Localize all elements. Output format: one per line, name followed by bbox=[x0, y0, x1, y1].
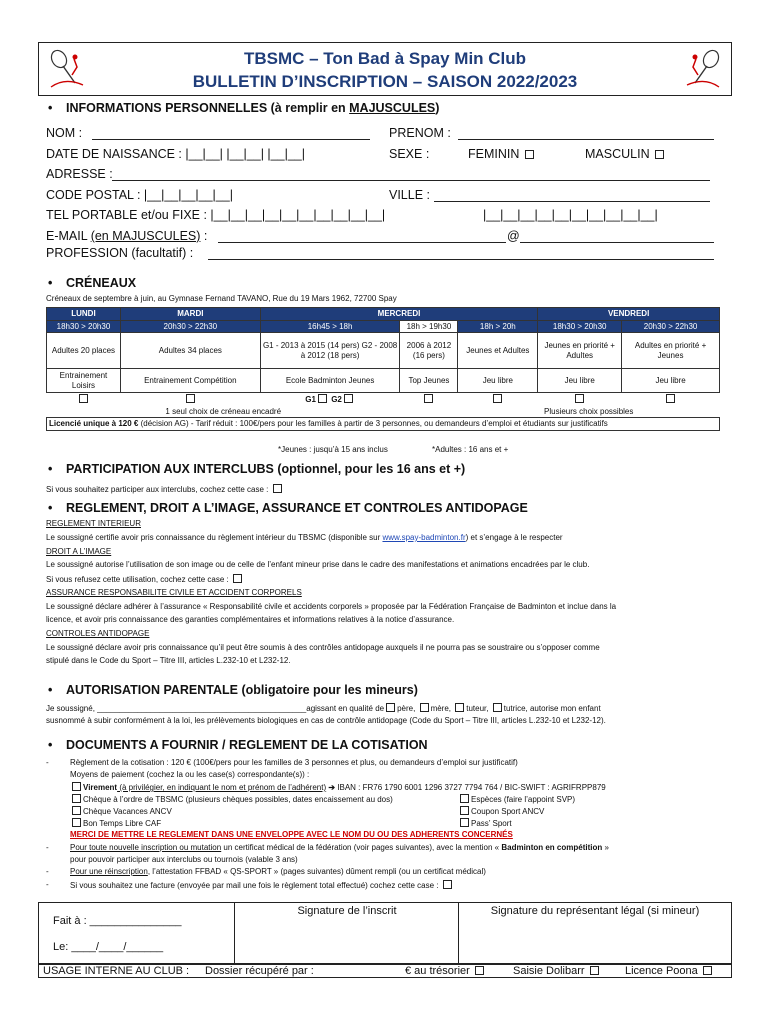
hour-cell: 18h > 20h bbox=[458, 320, 538, 333]
legal-signature-label: Signature du représentant légal (si mineur) bbox=[490, 905, 700, 917]
type-cell: Entrainement Loisirs bbox=[47, 369, 121, 393]
tutrice-checkbox[interactable] bbox=[493, 703, 502, 712]
creneau-checkbox[interactable] bbox=[186, 394, 195, 403]
section-personal-info-title: • INFORMATIONS PERSONNELLES (à remplir en MAJUSCULES) bbox=[48, 101, 440, 115]
public-cell: Jeunes en priorité + Adultes bbox=[538, 333, 622, 369]
antidopage-heading: CONTROLES ANTIDOPAGE bbox=[46, 629, 150, 638]
dolibarr-checkbox[interactable] bbox=[590, 966, 599, 975]
especes-option[interactable]: Espèces (faire l’appoint SVP) bbox=[458, 794, 575, 804]
postal-code-field[interactable]: CODE POSTAL : |__|__|__|__|__| bbox=[46, 188, 233, 202]
facture-note: Si vous souhaitez une facture (envoyée par mail une fois le règlement total effectué) cochez cette case : bbox=[70, 880, 454, 890]
image-refuse-text: Si vous refusez cette utilisation, cochez cette case : bbox=[46, 574, 244, 584]
virement-option[interactable]: Virement (à privilégier, en indiquant le nom et prénom de l’adhérent) ➔ IBAN : FR76 1790 6001 1296 3727 7794 764 / BIC-SWIFT : AGRIFRPP879 bbox=[70, 782, 606, 792]
hour-cell: 20h30 > 22h30 bbox=[120, 320, 260, 333]
mere-checkbox[interactable] bbox=[420, 703, 429, 712]
poona-checkbox[interactable] bbox=[703, 966, 712, 975]
fait-a-field[interactable]: Fait à : _______________ bbox=[53, 915, 182, 927]
caf-option[interactable]: Bon Temps Libre CAF bbox=[70, 818, 161, 828]
public-cell: Jeunes et Adultes bbox=[458, 333, 538, 369]
assurance-text-1: Le soussigné déclare adhérer à l’assurance « Responsabilité civile et accidents corporels » proposée par la Fédération Française de Badminton et inclue dans la bbox=[46, 602, 617, 611]
dash: - bbox=[46, 843, 49, 852]
form-subtitle: BULLETIN D’INSCRIPTION – SAISON 2022/2023 bbox=[192, 72, 578, 91]
envelope-warning: MERCI DE METTRE LE REGLEMENT DANS UNE ENVELOPPE AVEC LE NOM DU OU DES ADHERENTS CONCERNÉS bbox=[70, 830, 513, 839]
hour-cell: 18h30 > 20h30 bbox=[538, 320, 622, 333]
type-cell: Top Jeunes bbox=[400, 369, 458, 393]
hour-cell: 20h30 > 22h30 bbox=[622, 320, 720, 333]
adresse-label: ADRESSE : bbox=[46, 167, 113, 181]
ville-label: VILLE : bbox=[389, 188, 430, 202]
dossier-label: Dossier récupéré par : bbox=[205, 965, 314, 977]
creneau-checkbox[interactable] bbox=[575, 394, 584, 403]
public-cell: Adultes en priorité + Jeunes bbox=[622, 333, 720, 369]
antidopage-text-2: stipulé dans le Code du Sport – Titre III, articles L.232-10 et L232-12. bbox=[46, 656, 291, 665]
feminin-checkbox[interactable] bbox=[525, 150, 534, 159]
form-header bbox=[38, 42, 732, 96]
reinscription-note: Pour une réinscription, l’attestation FFBAD « QS-SPORT » (pages suivantes) dûment rempli (ou un certificat médical) bbox=[70, 867, 486, 876]
facture-checkbox[interactable] bbox=[443, 880, 452, 889]
signature-block bbox=[38, 902, 732, 964]
g2-label: G2 bbox=[331, 395, 342, 405]
public-cell: 2006 à 2012 (16 pers) bbox=[400, 333, 458, 369]
pass-sport-option[interactable]: Pass’ Sport bbox=[458, 818, 512, 828]
payment-methods-label: Moyens de paiement (cochez la ou les case(s) correspondante(s)) : bbox=[70, 770, 310, 779]
place-date-box bbox=[39, 903, 235, 963]
hour-cell: 16h45 > 18h bbox=[260, 320, 400, 333]
internal-use-label: USAGE INTERNE AU CLUB : bbox=[43, 965, 190, 977]
public-cell: Adultes 20 places bbox=[47, 333, 121, 369]
internal-use-bar bbox=[38, 964, 732, 978]
dash: - bbox=[46, 758, 49, 767]
inscrit-signature-label: Signature de l’inscrit bbox=[297, 905, 397, 917]
jeunes-note: *Jeunes : jusqu’à 15 ans inclus bbox=[278, 445, 388, 454]
antidopage-text-1: Le soussigné déclare avoir pris connaissance qu’il peut être soumis à des contrôles antidopage auxquels il ne pourra pas se soustraire ou s’opposer comme bbox=[46, 643, 600, 652]
especes-checkbox[interactable] bbox=[460, 794, 469, 803]
masculin-option[interactable]: MASCULIN bbox=[585, 147, 666, 161]
phone-field[interactable]: TEL PORTABLE et/ou FIXE : |__|__|__|__|__|__|__|__|__|__| bbox=[46, 208, 386, 222]
dolibarr-option[interactable]: Saisie Dolibarr bbox=[513, 965, 601, 977]
creneaux-intro: Créneaux de septembre à juin, au Gymnase Fernand TAVANO, Rue du 19 Mars 1962, 72700 Spay bbox=[46, 294, 397, 303]
coupon-checkbox[interactable] bbox=[460, 806, 469, 815]
coupon-option[interactable]: Coupon Sport ANCV bbox=[458, 806, 544, 816]
multi-choice-note: Plusieurs choix possibles bbox=[544, 406, 634, 416]
caf-checkbox[interactable] bbox=[72, 818, 81, 827]
birthdate-field[interactable]: DATE DE NAISSANCE : |__|__| |__|__| |__|__| bbox=[46, 147, 305, 161]
section-autorisation-title: • AUTORISATION PARENTALE (obligatoire pour les mineurs) bbox=[48, 683, 418, 697]
profession-field[interactable] bbox=[208, 259, 714, 260]
section-documents-title: • DOCUMENTS A FOURNIR / REGLEMENT DE LA COTISATION bbox=[48, 738, 428, 752]
reglement-text: Le soussigné certifie avoir pris connaissance du règlement intérieur du TBSMC (disponible sur www.spay-badminton.fr) et s’engage à le respecter bbox=[46, 533, 563, 542]
g1-checkbox[interactable] bbox=[318, 394, 327, 403]
email-label: E-MAIL (en MAJUSCULES) : bbox=[46, 229, 208, 243]
type-cell: Entrainement Compétition bbox=[120, 369, 260, 393]
adresse-field[interactable] bbox=[112, 180, 710, 181]
masculin-checkbox[interactable] bbox=[655, 150, 664, 159]
new-registration-note-2: pour pouvoir participer aux interclubs ou tournois (valable 3 ans) bbox=[70, 855, 298, 864]
sexe-label: SEXE : bbox=[389, 147, 430, 161]
virement-checkbox[interactable] bbox=[72, 782, 81, 791]
tresorier-option[interactable]: € au trésorier bbox=[405, 965, 486, 977]
type-cell: Jeu libre bbox=[458, 369, 538, 393]
section-interclubs-title: • PARTICIPATION AUX INTERCLUBS (optionnel, pour les 16 ans et +) bbox=[48, 462, 466, 476]
tresorier-checkbox[interactable] bbox=[475, 966, 484, 975]
cheque-checkbox[interactable] bbox=[72, 794, 81, 803]
nom-label: NOM : bbox=[46, 126, 83, 140]
inscrit-signature-box[interactable] bbox=[235, 903, 459, 963]
creneau-checkbox[interactable] bbox=[424, 394, 433, 403]
image-text: Le soussigné autorise l’utilisation de son image ou de celle de l’enfant mineur prise dans le cadre des manifestations et animations encadrées par le club. bbox=[46, 560, 590, 569]
interclubs-checkbox[interactable] bbox=[273, 484, 282, 493]
at-sign: @ bbox=[507, 229, 520, 243]
creneau-checkbox[interactable] bbox=[493, 394, 502, 403]
image-refuse-checkbox[interactable] bbox=[233, 574, 242, 583]
ancv-checkbox[interactable] bbox=[72, 806, 81, 815]
nom-field[interactable] bbox=[92, 139, 370, 140]
one-choice-note: 1 seul choix de créneau encadré bbox=[165, 406, 282, 416]
licence-note: Licencié unique à 120 € (décision AG) - Tarif réduit : 100€/pers pour les familles à partir de 3 personnes, ou demandeurs d’emploi et étudiants sur justificatifs bbox=[47, 418, 720, 431]
phone-field-2[interactable]: |__|__|__|__|__|__|__|__|__|__| bbox=[483, 208, 658, 222]
prenom-label: PRENOM : bbox=[389, 126, 451, 140]
type-cell: Jeu libre bbox=[622, 369, 720, 393]
autorisation-text-2: susnommé à subir conformément à la loi, les prélèvements biologiques en cas de contrôle antidopage (Code du Sport – Titre III, articles L.232-10 et L232-12). bbox=[46, 716, 606, 725]
new-registration-note: Pour toute nouvelle inscription ou mutation un certificat médical de la fédération (voir pages suivantes), avec la mention « Badminton en compétition » bbox=[70, 843, 609, 852]
day-lundi: LUNDI bbox=[47, 308, 121, 321]
creneau-checkbox[interactable] bbox=[666, 394, 675, 403]
cotisation-text: Règlement de la cotisation : 120 € (100€/pers pour les familles de 3 personnes et plus, ou demandeurs d’emploi sur justificatif) bbox=[70, 758, 518, 767]
club-website-link[interactable]: www.spay-badminton.fr bbox=[382, 533, 466, 542]
type-cell: Ecole Badminton Jeunes bbox=[260, 369, 400, 393]
adultes-note: *Adultes : 16 ans et + bbox=[432, 445, 509, 454]
form-title: TBSMC – Ton Bad à Spay Min Club bbox=[243, 49, 527, 68]
day-vendredi: VENDREDI bbox=[538, 308, 720, 321]
profession-label: PROFESSION (facultatif) : bbox=[46, 246, 194, 260]
section-creneaux-title: • CRÉNEAUX bbox=[48, 276, 137, 290]
g2-checkbox[interactable] bbox=[344, 394, 353, 403]
legal-signature-box[interactable] bbox=[459, 903, 731, 963]
assurance-text-2: licence, et avoir pris connaissance des garanties complémentaires et informations relatives à la notice d’assurance. bbox=[46, 615, 455, 624]
tuteur-checkbox[interactable] bbox=[455, 703, 464, 712]
date-field[interactable]: Le: ____/____/______ bbox=[53, 941, 164, 953]
interclubs-text: Si vous souhaitez participer aux interclubs, cochez cette case : bbox=[46, 484, 284, 494]
poona-option[interactable]: Licence Poona bbox=[625, 965, 714, 977]
ancv-option[interactable]: Chèque Vacances ANCV bbox=[70, 806, 172, 816]
dash: - bbox=[46, 867, 49, 876]
type-cell: Jeu libre bbox=[538, 369, 622, 393]
section-reglement-title: • REGLEMENT, DROIT A L’IMAGE, ASSURANCE ET CONTROLES ANTIDOPAGE bbox=[48, 501, 528, 515]
day-mardi: MARDI bbox=[120, 308, 260, 321]
public-cell: Adultes 34 places bbox=[120, 333, 260, 369]
email-user-field[interactable] bbox=[218, 242, 506, 243]
pass-sport-checkbox[interactable] bbox=[460, 818, 469, 827]
image-heading: DROIT A L’IMAGE bbox=[46, 547, 112, 556]
hour-cell: 18h > 19h30 bbox=[400, 320, 458, 333]
public-cell: G1 - 2013 à 2015 (14 pers) G2 - 2008 à 2012 (18 pers) bbox=[260, 333, 400, 369]
club-logo-right bbox=[681, 47, 725, 91]
dash: - bbox=[46, 880, 49, 889]
reglement-heading: REGLEMENT INTERIEUR bbox=[46, 519, 141, 528]
assurance-heading: ASSURANCE RESPONSABILITE CIVILE ET ACCIDENT CORPORELS bbox=[46, 588, 302, 597]
feminin-option[interactable]: FEMININ bbox=[468, 147, 536, 161]
g1-label: G1 bbox=[305, 395, 316, 405]
hour-cell: 18h30 > 20h30 bbox=[47, 320, 121, 333]
autorisation-text-1: Je soussigné, _______________________________________________agissant en qualité de père, mère, tuteur, tutrice, autorise mon enfant bbox=[46, 704, 601, 713]
ville-field[interactable] bbox=[434, 201, 710, 202]
creneaux-table bbox=[46, 307, 720, 431]
pere-checkbox[interactable] bbox=[386, 703, 395, 712]
day-mercredi: MERCREDI bbox=[260, 308, 538, 321]
prenom-field[interactable] bbox=[458, 139, 714, 140]
creneau-checkbox[interactable] bbox=[79, 394, 88, 403]
cheque-option[interactable]: Chèque à l’ordre de TBSMC (plusieurs chèques possibles, dates encaissement au dos) bbox=[70, 794, 393, 804]
email-domain-field[interactable] bbox=[520, 242, 714, 243]
